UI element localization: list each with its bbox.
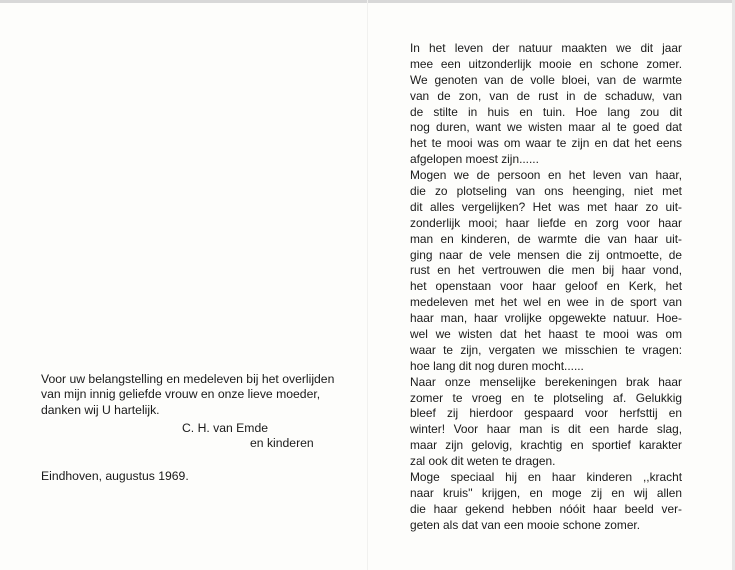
memorial-text-line: naar kruis'' krijgen, en moge zij en wij allen xyxy=(410,485,682,500)
signature-name: C. H. van Emde xyxy=(182,421,269,435)
signature-family: en kinderen xyxy=(250,436,314,450)
memorial-text-line: afgelopen moest zijn...... xyxy=(410,152,539,167)
memorial-text-line: rust en het vertrouwen die men bij haar vond, xyxy=(410,263,682,278)
memorial-text-line: In het leven der natuur maakten we dit jaar xyxy=(410,41,682,55)
memorial-text-line: van de zon, van de rust in de schaduw, van xyxy=(410,88,682,103)
memorial-text-line: zomer te vroeg en te plotseling af. Gelukkig xyxy=(410,390,682,405)
memorial-text-line: man en kinderen, de warmte die van haar uit- xyxy=(410,231,682,246)
memorial-text-line: hoe lang dit nog duren mocht...... xyxy=(410,358,584,373)
thank-you-text: Voor uw belangstelling en medeleven bij het overlijden van mijn innig geliefde vrouw en onze lieve moeder, danken wij U hartelijk. xyxy=(41,372,335,417)
memorial-text-line: mee een uitzonderlijk mooie en schone zomer. xyxy=(410,56,682,71)
memorial-text-line: winter! Voor haar man is dit een harde slag, xyxy=(410,422,682,437)
memorial-text-line: Naar onze menselijke berekeningen brak haar xyxy=(410,374,682,389)
memorial-text-line: het te mooi was om waar te zijn en dat het eens xyxy=(410,136,682,151)
card-fold xyxy=(367,0,368,570)
memorial-text-line: geten als dat van een mooie schone zomer. xyxy=(410,517,641,532)
memorial-text-line: haar man, haar vrolijke opgewekte natuur. Hoe- xyxy=(410,311,682,326)
memorial-text-line: wel we wisten dat het haast te mooi was om xyxy=(410,327,682,342)
memorial-text-line: de stilte in huis en tuin. Hoe lang zou dit xyxy=(410,104,682,119)
thank-you-message xyxy=(41,372,341,418)
memorial-text-line: zonderlijk mooi; haar liefde en zorg voor haar xyxy=(410,215,682,230)
memorial-text-line: zal ook dit weten te dragen. xyxy=(410,454,556,469)
memorial-text-line: We genoten van de volle bloei, van de warmte xyxy=(410,72,682,87)
memorial-text-line: ging naar de vele mensen die zij ontmoette, de xyxy=(410,247,682,262)
memorial-text-line: waar te zijn, vergaten we misschien te vragen: xyxy=(410,342,682,357)
memorial-text-line: die haar gekend hebben nóóit haar beeld ver- xyxy=(410,501,682,516)
memorial-text-line: dit alles vergelijken? Het was met haar zo uit- xyxy=(410,199,682,214)
memorial-text-line: Moge speciaal hij en haar kinderen ,,kracht xyxy=(410,470,682,485)
memorial-text-line: medeleven met het wel en wee in de sport van xyxy=(410,295,682,310)
memorial-text xyxy=(410,41,682,534)
place-and-date: Eindhoven, augustus 1969. xyxy=(41,469,189,483)
memorial-text-line: nog duren, want we wisten maar al te goed dat xyxy=(410,120,682,135)
memorial-text-line: bleef zij hierdoor gespaard voor herfsttij en xyxy=(410,406,682,421)
memorial-text-line: die zo plotseling van ons heenging, niet met xyxy=(410,184,682,199)
memorial-text-line: Mogen we de persoon en het leven van haar, xyxy=(410,168,682,183)
memorial-text-line: maar zijn gelovig, krachtig en sportief karakter xyxy=(410,438,682,453)
memorial-text-line: het openstaan voor haar geloof en Kerk, het xyxy=(410,279,682,294)
